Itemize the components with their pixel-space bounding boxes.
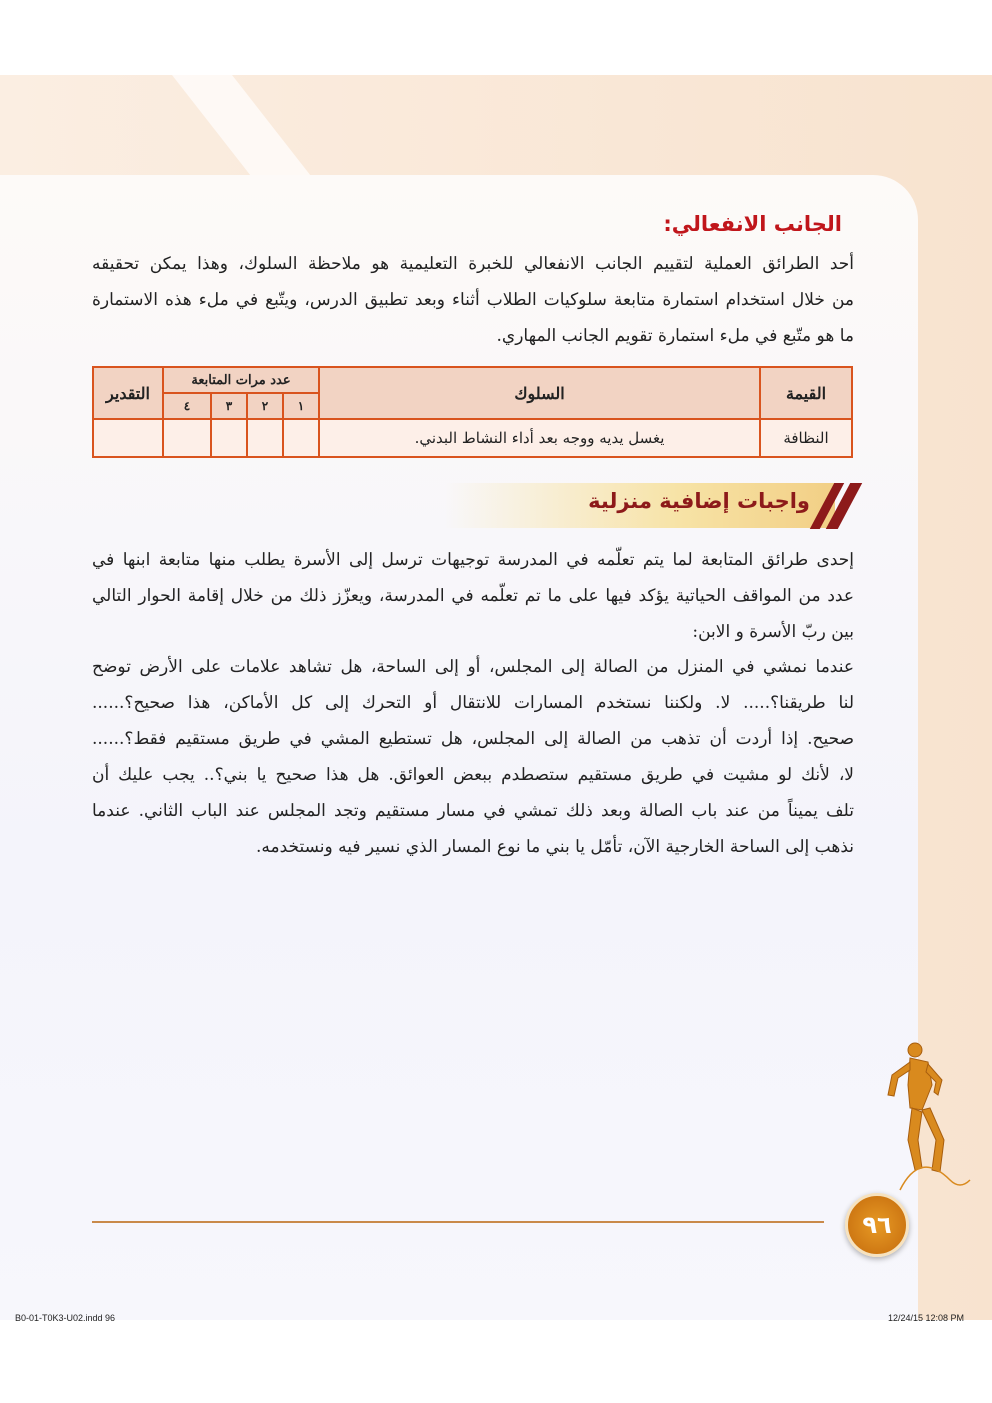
paragraph-line: عدد من المواقف الحياتية يؤكد فيها على ما تم تعلّمه في المدرسة، ويعزّز ذلك من خلال إقامة الحوار التالي [92,586,854,606]
header-rating: التقدير [93,367,163,419]
section-banner [445,483,835,528]
cell-count-3 [211,419,247,457]
table-row [93,419,852,457]
footer-date: 12/24/15 12:08 PM [887,1313,964,1323]
page-number: ٩٦ [845,1193,909,1257]
paragraph-line: تلف يميناً من عند باب الصالة وبعد ذلك تمشي في مسار مستقيم وتجد المجلس عند الباب الثاني. عندما [92,801,854,821]
header-count-1: ١ [283,393,319,419]
footer-file-info: B0-01-T0K3-U02.indd 96 [15,1313,116,1323]
paragraph-line: أحد الطرائق العملية لتقييم الجانب الانفعالي للخبرة التعليمية هو ملاحظة السلوك، وهذا يمكن تحقيقه [92,254,854,274]
paragraph-line: عندما نمشي في المنزل من الصالة إلى المجلس، أو إلى الساحة، هل تشاهد علامات على الأرض توضح [92,657,854,677]
cell-rating [93,419,163,457]
paragraph-line: ما هو متّبع في ملء استمارة تقويم الجانب المهاري. [496,326,854,346]
cell-value: النظافة [760,419,852,457]
cell-count-4 [163,419,211,457]
paragraph-line: لا، لأنك لو مشيت في طريق مستقيم ستصطدم ببعض العوائق. هل هذا صحيح يا بني؟.. يجب عليك أن [92,765,854,785]
cell-behavior: يغسل يديه ووجه بعد أداء النشاط البدني. [319,419,760,457]
cell-count-1 [283,419,319,457]
paragraph-line: نذهب إلى الساحة الخارجية الآن، تأمّل يا بني ما نوع المسار الذي نسير فيه ونستخدمه. [255,837,854,857]
paragraph-line: لنا طريقنا؟..... لا. ولكننا نستخدم المسارات للانتقال أو التحرك إلى كل الأماكن، هذا صحيح؟...... [92,693,854,713]
banner-title: واجبات إضافية منزلية [588,489,810,513]
footer-rule [92,1221,824,1223]
header-behavior: السلوك [319,367,760,419]
header-count-4: ٤ [163,393,211,419]
behavior-table [92,366,853,458]
section-title: الجانب الانفعالي: [663,212,842,236]
header-count: عدد مرات المتابعة [163,367,319,393]
runner-illustration [880,1040,975,1200]
paragraph-line: من خلال استخدام استمارة متابعة سلوكيات الطلاب أثناء وبعد تطبيق الدرس، ويتّبع في ملء هذه الاستمارة [92,290,854,310]
header-count-2: ٢ [247,393,283,419]
header-count-3: ٣ [211,393,247,419]
paragraph-line: صحيح. إذا أردت أن تذهب من الصالة إلى المجلس، هل تستطيع المشي في طريق مستقيم فقط؟...... [92,729,854,749]
paragraph-line: إحدى طرائق المتابعة لما يتم تعلّمه في المدرسة توجيهات ترسل إلى الأسرة يطلب منها متابعة ابنها في [92,550,854,570]
header-value: القيمة [760,367,852,419]
paragraph-line: بين ربّ الأسرة و الابن: [692,622,854,642]
cell-count-2 [247,419,283,457]
